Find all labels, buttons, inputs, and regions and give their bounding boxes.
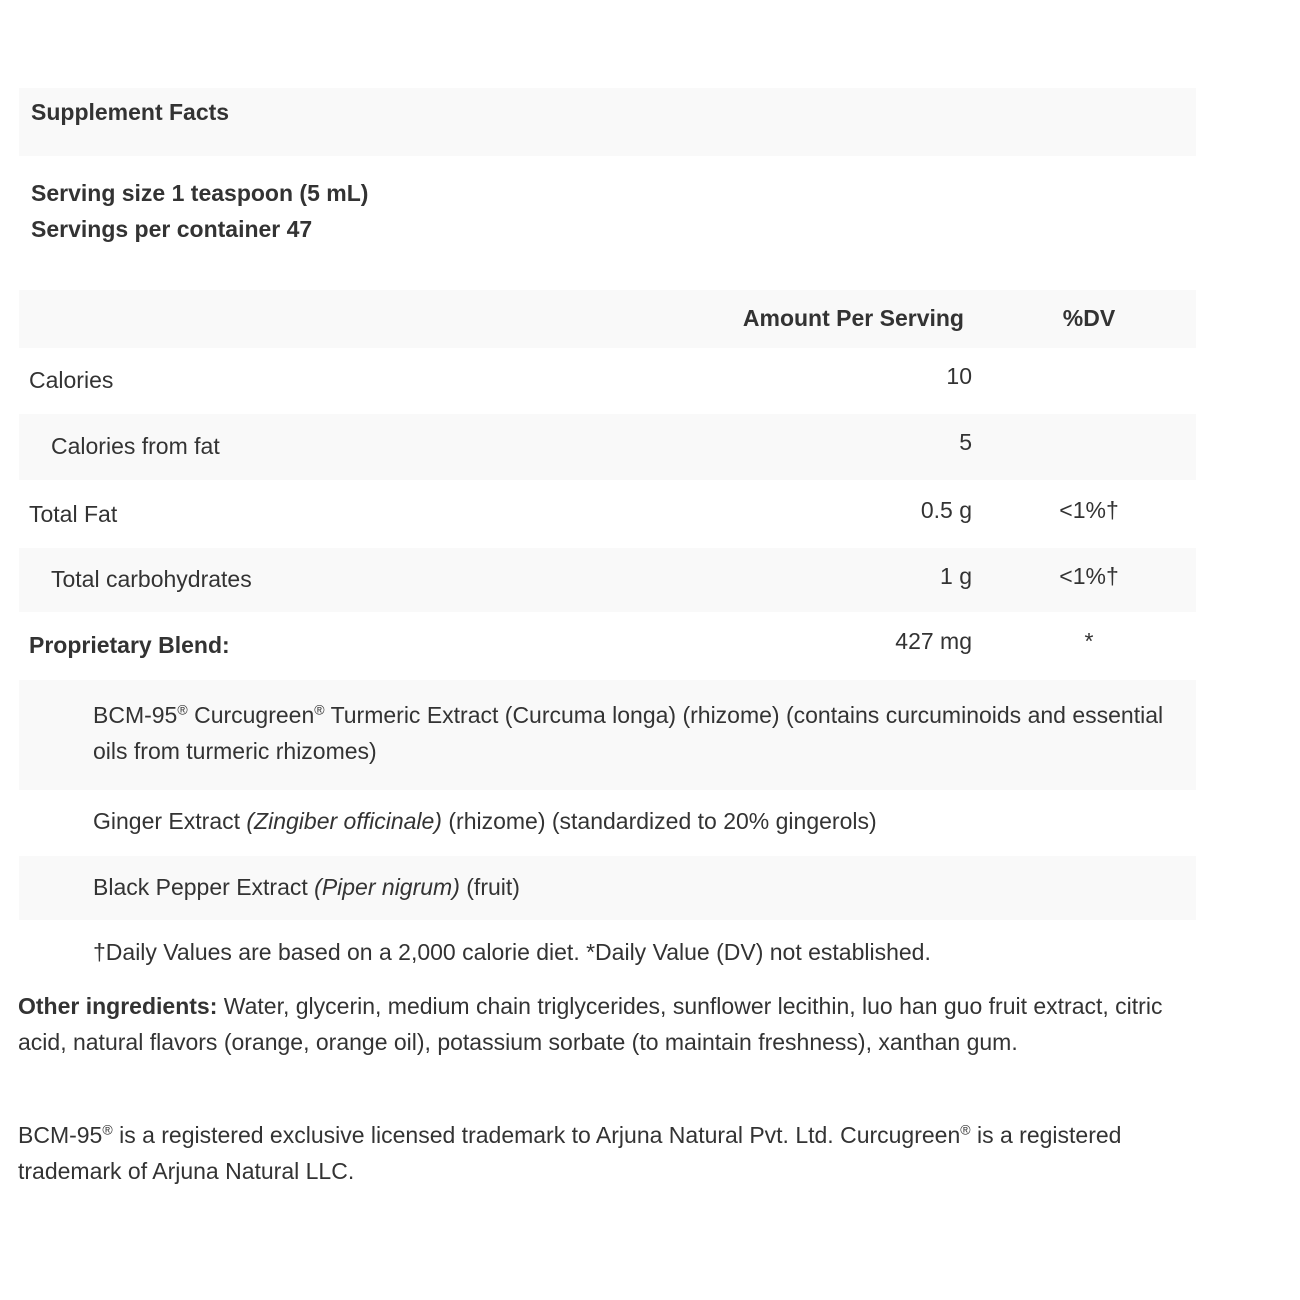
row-label-total-fat: Total Fat xyxy=(29,501,118,527)
registered-mark: ® xyxy=(960,1121,971,1138)
trademark-notice xyxy=(18,1117,1168,1189)
curcugreen-name: Curcugreen xyxy=(187,702,315,728)
registered-mark: ® xyxy=(177,701,188,718)
blend-item-ginger xyxy=(93,803,877,839)
registered-mark: ® xyxy=(314,701,325,718)
row-amount-total-carbohydrates: 1 g xyxy=(940,563,972,589)
page-title: Supplement Facts xyxy=(31,99,230,125)
trademark-text-2: is a registered trademark of Arjuna Natural LLC. xyxy=(18,1122,1122,1184)
pepper-description: (fruit) xyxy=(459,874,520,900)
row-amount-total-fat: 0.5 g xyxy=(920,497,972,523)
servings-per-container: Servings per container 47 xyxy=(31,216,313,242)
row-label-proprietary-blend: Proprietary Blend: xyxy=(29,632,230,658)
row-dv-total-fat: <1%† xyxy=(1059,497,1119,523)
ginger-description: (rhizome) (standardized to 20% gingerols) xyxy=(441,808,877,834)
serving-size: Serving size 1 teaspoon (5 mL) xyxy=(31,180,369,206)
blend-item-bcm95 xyxy=(93,697,1188,769)
other-ingredients-label: Other ingredients: xyxy=(18,993,218,1019)
header-band xyxy=(19,290,1196,348)
bcm95-description: Turmeric Extract (Curcuma longa) (rhizome) (contains curcuminoids and essential oils from turmeric rhizomes) xyxy=(93,702,1164,764)
blend-item-black-pepper xyxy=(93,869,520,905)
bcm95-name: BCM-95 xyxy=(93,702,178,728)
row-dv-total-carbohydrates: <1%† xyxy=(1059,563,1119,589)
daily-value-footnote: †Daily Values are based on a 2,000 calorie diet. *Daily Value (DV) not established. xyxy=(93,939,931,965)
ginger-latin-name: (Zingiber officinale) xyxy=(246,808,442,834)
row-amount-calories: 10 xyxy=(946,363,972,389)
other-ingredients-text: Water, glycerin, medium chain triglycerides, sunflower lecithin, luo han guo fruit extract, citric acid, natural flavors (orange, orange oil), potassium sorbate (to maintain freshness), xanthan gum. xyxy=(18,993,1163,1055)
row-amount-proprietary-blend: 427 mg xyxy=(895,628,972,654)
row-label-calories-from-fat: Calories from fat xyxy=(51,433,220,459)
row-dv-proprietary-blend: * xyxy=(1084,628,1094,654)
pepper-name: Black Pepper Extract xyxy=(93,874,315,900)
trademark-bcm95: BCM-95 xyxy=(18,1122,103,1148)
row-label-calories: Calories xyxy=(29,367,114,393)
header-dv: %DV xyxy=(1062,305,1116,331)
other-ingredients xyxy=(18,988,1168,1060)
header-amount-per-serving: Amount Per Serving xyxy=(742,305,964,331)
registered-mark: ® xyxy=(102,1121,113,1138)
ginger-name: Ginger Extract xyxy=(93,808,247,834)
trademark-text-1: is a registered exclusive licensed trademark to Arjuna Natural Pvt. Ltd. Curcugreen xyxy=(112,1122,961,1148)
pepper-latin-name: (Piper nigrum) xyxy=(314,874,460,900)
row-amount-calories-from-fat: 5 xyxy=(959,429,972,455)
row-label-total-carbohydrates: Total carbohydrates xyxy=(51,566,252,592)
